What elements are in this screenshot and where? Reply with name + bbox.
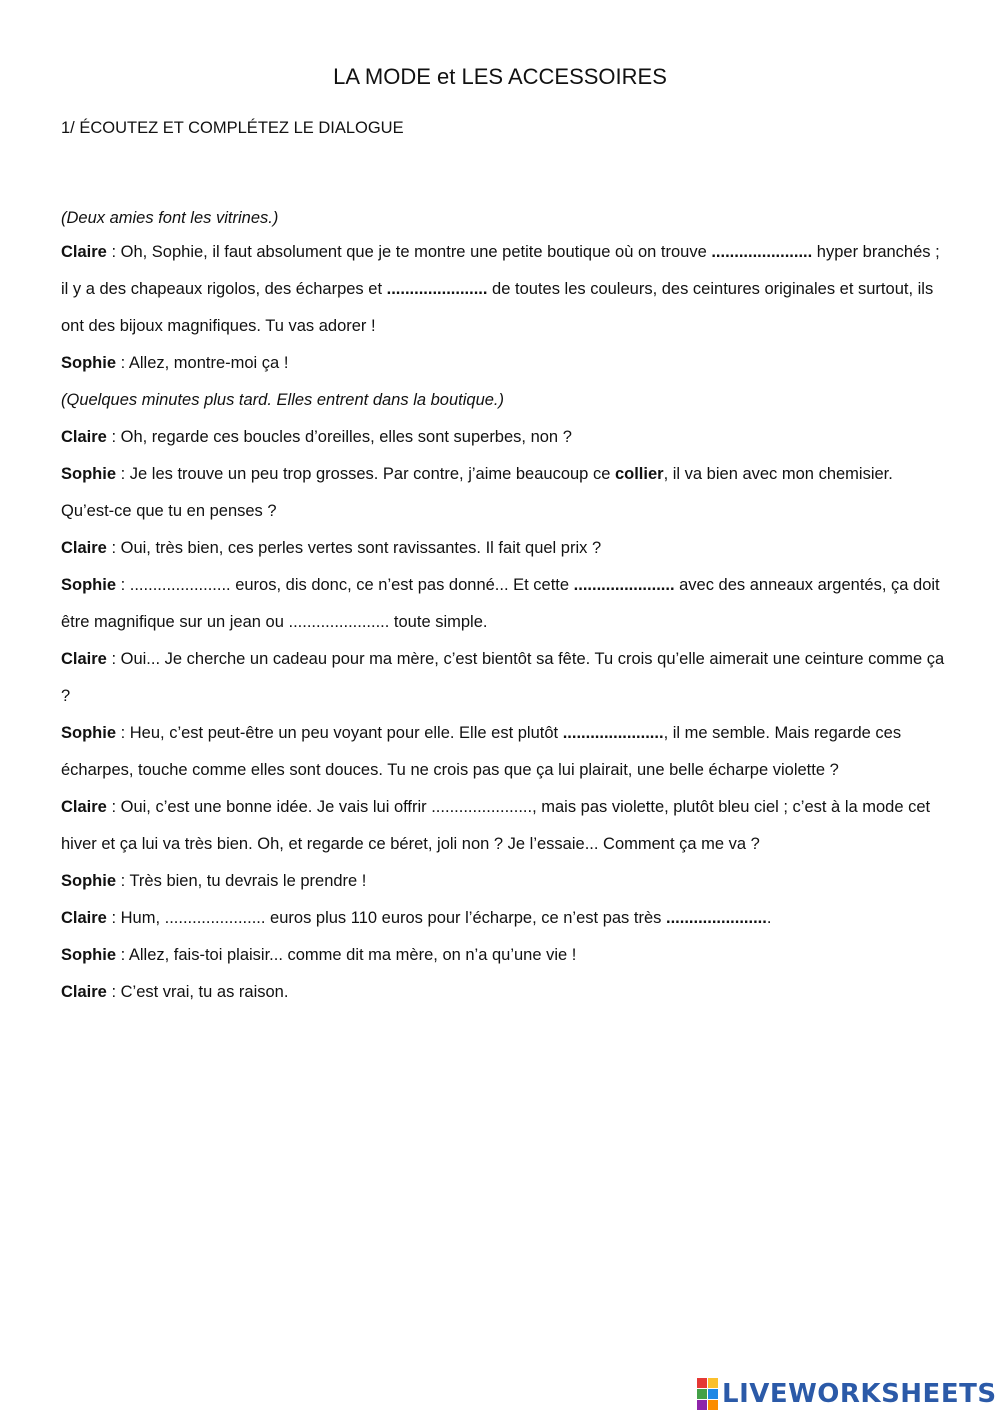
speaker-name: Claire [61,798,107,816]
stage-direction: (Quelques minutes plus tard. Elles entrent dans la boutique.) [61,391,505,409]
blank: ...................... [665,909,767,927]
logo-block [708,1400,718,1410]
dialogue-line [61,641,946,715]
logo-block [708,1378,718,1388]
line-text: : Très bien, tu devrais le prendre ! [116,872,367,890]
dialogue-line [61,715,946,789]
dialogue-line [61,789,946,863]
line-text: hyper branchés ; il y a des chapeaux rigolos, des écharpes et [61,243,940,298]
dialogue [61,205,946,1011]
line-text: avec des anneaux argentés, ça doit être magnifique sur un jean ou ...................... toute simple. [61,576,940,631]
line-text: : Heu, c’est peut-être un peu voyant pour elle. Elle est plutôt [116,724,563,742]
stage-direction: (Deux amies font les vitrines.) [61,209,279,227]
dialogue-line [61,345,946,382]
dialogue-line [61,234,946,345]
blank: ...................... [573,576,675,594]
dialogue-line [61,974,946,1011]
dialogue-line [61,456,946,530]
speaker-name: Claire [61,243,107,261]
blank: ...................... [386,280,488,298]
speaker-name: Claire [61,650,107,668]
speaker-name: Claire [61,909,107,927]
speaker-name: Claire [61,983,107,1001]
speaker-name: Sophie [61,354,117,372]
bold-word: collier [614,465,664,483]
logo-block [697,1378,707,1388]
dialogue-line [61,900,946,937]
dialogue-line [61,419,946,456]
logo-block [697,1389,707,1399]
line-text: : Oui... Je cherche un cadeau pour ma mère, c’est bientôt sa fête. Tu crois qu’elle aimerait une ceinture comme ça ? [61,650,945,705]
logo-block [708,1389,718,1399]
speaker-name: Sophie [61,576,117,594]
line-text: : Oh, Sophie, il faut absolument que je te montre une petite boutique où on trouve [106,243,712,261]
dialogue-line [61,530,946,567]
line-text: : Oui, très bien, ces perles vertes sont ravissantes. Il fait quel prix ? [106,539,602,557]
dialogue-line [61,937,946,974]
speaker-name: Sophie [61,724,117,742]
line-text: de toutes les couleurs, des ceintures originales et surtout, ils ont des bijoux magnifiques. Tu vas adorer ! [61,280,934,335]
line-text: : ...................... euros, dis donc, ce n’est pas donné... Et cette [116,576,574,594]
logo-text: LIVEWORKSHEETS [722,1379,997,1409]
speaker-name: Sophie [61,872,117,890]
line-text: : Je les trouve un peu trop grosses. Par contre, j’aime beaucoup ce [116,465,615,483]
blank: ...................... [562,724,664,742]
line-text: : C’est vrai, tu as raison. [106,983,289,1001]
line-text: : Oh, regarde ces boucles d’oreilles, elles sont superbes, non ? [106,428,572,446]
logo-blocks-icon [697,1378,718,1410]
line-text: : Allez, montre-moi ça ! [116,354,289,372]
liveworksheets-logo [697,1377,997,1411]
logo-block [697,1400,707,1410]
line-text: , il va bien avec mon chemisier. Qu’est-ce que tu en penses ? [61,465,893,520]
line-text: . [766,909,772,927]
blank: ...................... [711,243,813,261]
dialogue-line [61,567,946,641]
page-title: LA MODE et LES ACCESSOIRES [333,64,667,89]
line-text: : Hum, ...................... euros plus 110 euros pour l’écharpe, ce n’est pas très [106,909,666,927]
speaker-name: Sophie [61,946,117,964]
line-text: , il me semble. Mais regarde ces écharpes, touche comme elles sont douces. Tu ne crois pas que ça lui plairait, une belle écharpe violette ? [61,724,902,779]
dialogue-line [61,863,946,900]
line-text: : Oui, c’est une bonne idée. Je vais lui offrir ......................, mais pas violette, plutôt bleu ciel ; c’est à la mode cet hiver et ça lui va très bien. Oh, et regarde ce béret, joli non ? Je l’essaie... Comment ça me va ? [61,798,931,853]
line-text: : Allez, fais-toi plaisir... comme dit ma mère, on n’a qu’une vie ! [116,946,577,964]
speaker-name: Sophie [61,465,117,483]
speaker-name: Claire [61,428,107,446]
exercise-instruction: 1/ ÉCOUTEZ ET COMPLÉTEZ LE DIALOGUE [61,119,404,137]
speaker-name: Claire [61,539,107,557]
